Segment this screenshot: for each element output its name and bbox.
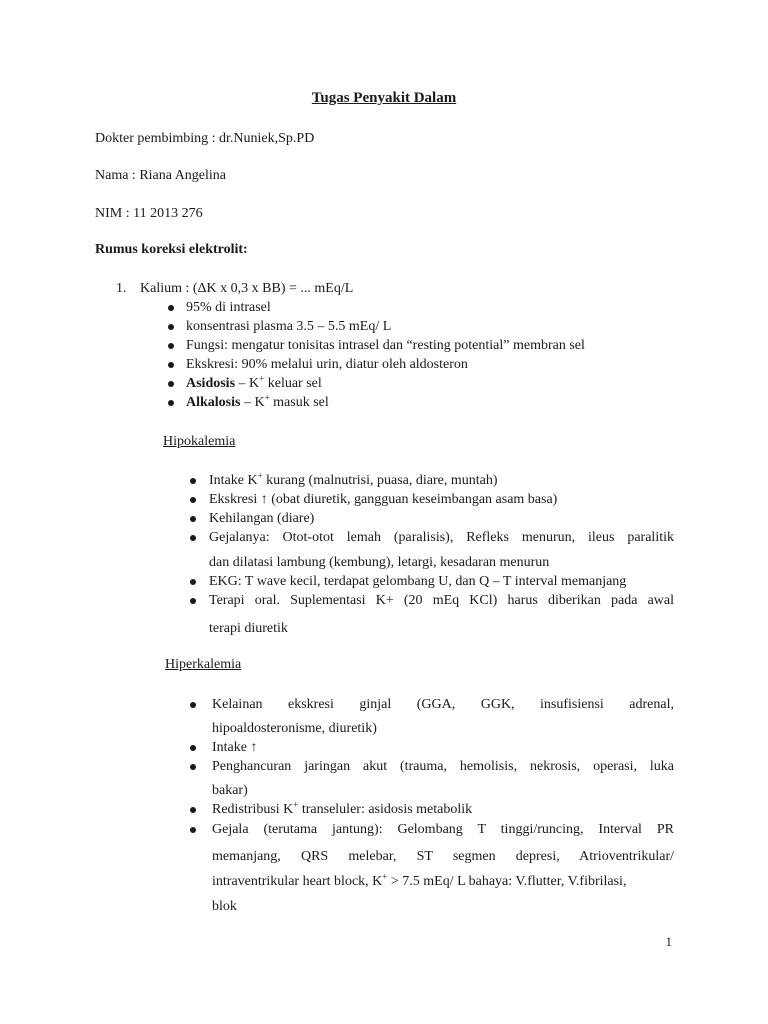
bullet-icon <box>190 516 196 522</box>
nim-line: NIM : 11 2013 276 <box>95 206 203 221</box>
hipo-bullet-2: Ekskresi ↑ (obat diuretik, gangguan keseimbangan asam basa) <box>209 492 558 507</box>
bullet-icon <box>168 324 174 330</box>
hipo-bullet-3: Kehilangan (diare) <box>209 511 315 526</box>
document-title: Tugas Penyakit Dalam <box>311 90 457 106</box>
hipo-b1-post: kurang (malnutrisi, puasa, diare, muntah) <box>262 473 498 488</box>
bullet-icon <box>190 497 196 503</box>
hiper-b5-l3-sup: + <box>382 871 388 882</box>
bullet-icon <box>190 535 196 541</box>
hipo-bullet-1 <box>209 472 498 490</box>
hipo-bullet-6-line1: Terapi oral. Suplementasi K+ (20 mEq KCl) harus diberikan pada awal <box>209 593 674 608</box>
bullet-icon <box>190 827 196 833</box>
hipo-bullet-4-line2: dan dilatasi lambung (kembung), letargi, kesadaran menurun <box>209 555 550 570</box>
bullet-icon <box>190 807 196 813</box>
hiper-bullet-1-line1: Kelainan ekskresi ginjal (GGA, GGK, insufisiensi adrenal, <box>212 697 674 712</box>
kalium-bullet-asidosis <box>186 375 322 393</box>
hipo-bullet-5: EKG: T wave kecil, terdapat gelombang U, dan Q – T interval memanjang <box>209 574 627 589</box>
kalium-bullet-1: 95% di intrasel <box>186 300 271 315</box>
name-line: Nama : Riana Angelina <box>95 168 227 183</box>
section-heading: Rumus koreksi elektrolit: <box>95 242 248 257</box>
hiper-bullet-5-line4: blok <box>212 899 237 914</box>
hiper-bullet-5-line3 <box>212 873 626 891</box>
hiper-b5-l3-post: > 7.5 mEq/ L bahaya: V.flutter, V.fibrilasi, <box>387 874 627 889</box>
hiper-b4-sup: + <box>293 799 299 810</box>
kalium-bullet-4: Ekskresi: 90% melalui urin, diatur oleh aldosteron <box>186 357 468 372</box>
hiper-b4-pre: Redistribusi K <box>212 802 294 817</box>
hiper-bullet-5-line1: Gejala (terutama jantung): Gelombang T tinggi/runcing, Interval PR <box>212 822 674 837</box>
hiper-b4-post: transeluler: asidosis metabolik <box>298 802 473 817</box>
alkalosis-text-pre: – K <box>240 395 265 410</box>
asidosis-text-pre: – K <box>235 376 260 391</box>
hiper-b5-l3-pre: intraventrikular heart block, K <box>212 874 383 889</box>
hiperkalemia-heading: Hiperkalemia <box>165 657 242 672</box>
bullet-icon <box>190 598 196 604</box>
hiper-bullet-4 <box>212 801 472 819</box>
hipo-b1-sup: + <box>257 470 263 481</box>
item1-number: 1. <box>116 281 127 296</box>
alkalosis-sup: + <box>264 392 270 403</box>
hiper-bullet-3-line2: bakar) <box>212 783 248 798</box>
doctor-line: Dokter pembimbing : dr.Nuniek,Sp.PD <box>95 131 315 146</box>
hipo-b1-pre: Intake K <box>209 473 258 488</box>
alkalosis-text-post: masuk sel <box>269 395 329 410</box>
hiper-bullet-2: Intake ↑ <box>212 740 258 755</box>
kalium-bullet-2: konsentrasi plasma 3.5 – 5.5 mEq/ L <box>186 319 392 334</box>
alkalosis-label: Alkalosis <box>186 395 241 410</box>
bullet-icon <box>168 381 174 387</box>
hiper-bullet-3-line1: Penghancuran jaringan akut (trauma, hemolisis, nekrosis, operasi, luka <box>212 759 674 774</box>
hipo-bullet-6-line2: terapi diuretik <box>209 621 288 636</box>
bullet-icon <box>168 362 174 368</box>
kalium-bullet-alkalosis <box>186 394 329 412</box>
hipokalemia-heading: Hipokalemia <box>163 434 236 449</box>
kalium-bullet-3: Fungsi: mengatur tonisitas intrasel dan “resting potential” membran sel <box>186 338 585 353</box>
item1-label: Kalium : (ΔK x 0,3 x BB) = ... mEq/L <box>140 281 354 296</box>
page-number: 1 <box>665 934 672 949</box>
hiper-bullet-1-line2: hipoaldosteronisme, diuretik) <box>212 721 377 736</box>
bullet-icon <box>190 702 196 708</box>
bullet-icon <box>168 343 174 349</box>
bullet-icon <box>190 764 196 770</box>
asidosis-sup: + <box>259 373 265 384</box>
bullet-icon <box>190 745 196 751</box>
bullet-icon <box>190 478 196 484</box>
asidosis-text-post: keluar sel <box>264 376 322 391</box>
bullet-icon <box>168 400 174 406</box>
bullet-icon <box>168 305 174 311</box>
hipo-bullet-4-line1: Gejalanya: Otot-otot lemah (paralisis), Refleks menurun, ileus paralitik <box>209 530 674 545</box>
bullet-icon <box>190 579 196 585</box>
asidosis-label: Asidosis <box>186 376 236 391</box>
hiper-bullet-5-line2: memanjang, QRS melebar, ST segmen depresi, Atrioventrikular/ <box>212 849 674 864</box>
